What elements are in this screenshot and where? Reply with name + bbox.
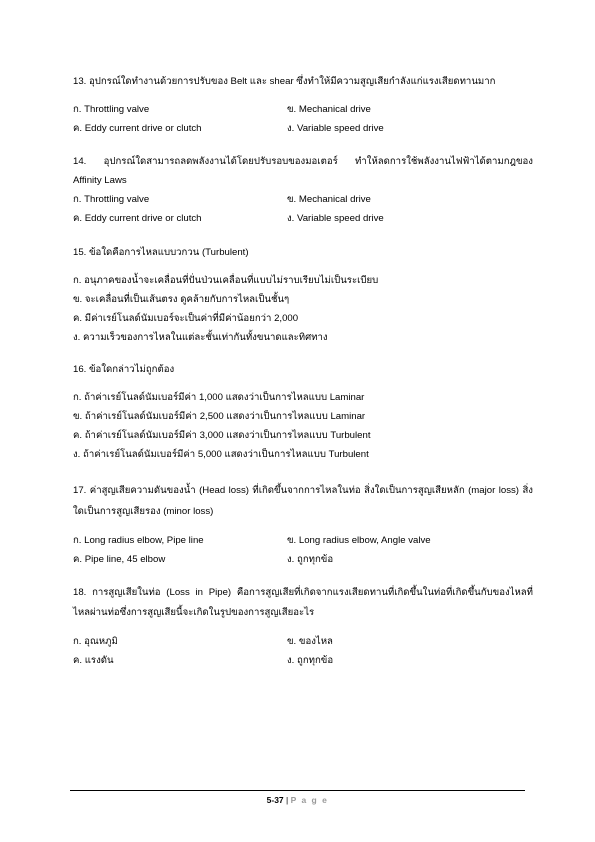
question-16 [73, 360, 533, 464]
options [73, 632, 523, 670]
option-b: ข. Mechanical drive [287, 194, 371, 205]
question-text: 14. อุปกรณ์ใดสามารถลดพลังงานได้โดยปรับรอบของมอเตอร์ ทำให้ลดการใช้พลังงานไฟฟ้าได้ตามกฎของ Affinity Laws [73, 156, 533, 186]
option-a: ก. Throttling valve [73, 104, 150, 115]
option-a: ก. อนุภาคของน้ำจะเคลื่อนที่ปั่นป่วนเคลื่อนที่แบบไม่ราบเรียบไม่เป็นระเบียบ [73, 275, 379, 286]
options [73, 100, 523, 138]
option-d: ง. ถ้าค่าเรย์โนลด์นัมเบอร์มีค่า 5,000 แสดงว่าเป็นการไหลแบบ Turbulent [73, 449, 369, 460]
option-d: ง. ความเร็วของการไหลในแต่ละชั้นเท่ากันทั้งขนาดและทิศทาง [73, 332, 328, 343]
page-footer [0, 795, 595, 805]
question-17 [73, 480, 533, 569]
option-b: ข. ถ้าค่าเรย์โนลด์นัมเบอร์มีค่า 2,500 แสดงว่าเป็นการไหลแบบ Laminar [73, 411, 366, 422]
question-15 [73, 243, 533, 347]
question-text: 13. อุปกรณ์ใดทำงานด้วยการปรับของ Belt และ shear ซึ่งทำให้มีความสูญเสียกำลังแก่แรงเสียดทานมาก [73, 76, 496, 87]
option-c: ค. Pipe line, 45 elbow [73, 554, 166, 565]
option-c: ค. Eddy current drive or clutch [73, 213, 202, 224]
option-d: ง. ถูกทุกข้อ [287, 655, 334, 666]
option-c: ค. แรงดัน [73, 655, 114, 666]
question-text: 18. การสูญเสียในท่อ (Loss in Pipe) คือการสูญเสียที่เกิดจากแรงเสียดทานที่เกิดขึ้นในท่อที่เกิดขึ้นกับของไหลที่ไหลผ่านท่อซึ่งการสูญเสียนี้จะเกิดในรูปของการสูญเสียอะไร [73, 587, 533, 618]
question-18 [73, 583, 533, 670]
option-b: ข. จะเคลื่อนที่เป็นเส้นตรง ดูคล้ายกับการไหลเป็นชั้นๆ [73, 294, 290, 305]
option-d: ง. Variable speed drive [287, 123, 384, 134]
options [73, 271, 523, 347]
option-d: ง. Variable speed drive [287, 213, 384, 224]
question-13 [73, 72, 533, 138]
question-14 [73, 152, 533, 228]
option-a: ก. อุณหภูมิ [73, 636, 118, 647]
question-text: 17. ค่าสูญเสียความดันของน้ำ (Head loss) ที่เกิดขึ้นจากการไหลในท่อ สิ่งใดเป็นการสูญเสียหลัก (major loss) สิ่งใดเป็นการสูญเสียรอง (minor loss) [73, 485, 533, 517]
option-b: ข. Long radius elbow, Angle valve [287, 535, 431, 546]
options [73, 531, 523, 569]
footer-separator: | [283, 795, 291, 805]
option-b: ข. Mechanical drive [287, 104, 371, 115]
question-text: 15. ข้อใดคือการไหลแบบวกวน (Turbulent) [73, 247, 249, 258]
options [73, 190, 523, 228]
option-b: ข. ของไหล [287, 636, 333, 647]
footer-divider [70, 790, 525, 791]
page-number: 5-37 [266, 795, 284, 805]
question-text: 16. ข้อใดกล่าวไม่ถูกต้อง [73, 364, 175, 375]
option-a: ก. Long radius elbow, Pipe line [73, 535, 204, 546]
option-d: ง. ถูกทุกข้อ [287, 554, 334, 565]
page-label: P a g e [290, 795, 329, 805]
option-a: ก. Throttling valve [73, 194, 150, 205]
option-c: ค. มีค่าเรย์โนลด์นัมเบอร์จะเป็นค่าที่มีค่าน้อยกว่า 2,000 [73, 313, 299, 324]
options [73, 388, 523, 464]
option-c: ค. ถ้าค่าเรย์โนลด์นัมเบอร์มีค่า 3,000 แสดงว่าเป็นการไหลแบบ Turbulent [73, 430, 371, 441]
option-c: ค. Eddy current drive or clutch [73, 123, 202, 134]
option-a: ก. ถ้าค่าเรย์โนลด์นัมเบอร์มีค่า 1,000 แสดงว่าเป็นการไหลแบบ Laminar [73, 392, 365, 403]
